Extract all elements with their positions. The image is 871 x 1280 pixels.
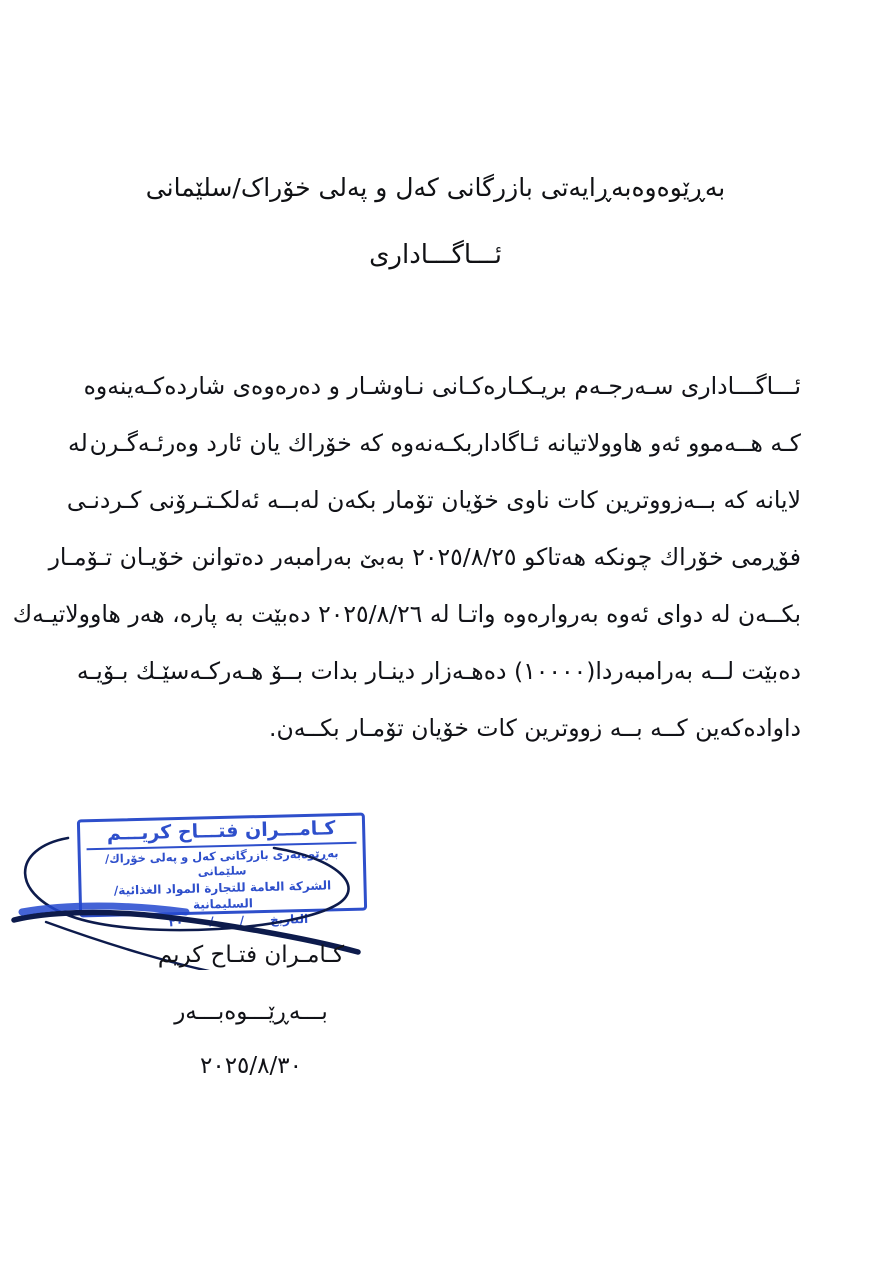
stamp-date-slash-1: / [239,913,245,928]
body-line [68,358,801,415]
stamp-officer-name: كـامـــران فتـــاح كریـــم [106,817,336,845]
signature-block [86,938,416,1084]
body-line-text: كـە هــەموو ئەو هاوولاتیانە ئـاگاداربكـەنەوە كە خۆراك یان ئارد وەرئـەگـرن [89,429,801,457]
page-title: ئـــاگـــاداری [369,240,502,270]
official-stamp [77,812,367,930]
organization-header: بەڕێوەوەبەڕایەتی بازرگانی کەل و پەلی خۆراک/سلێمانی [145,173,726,202]
body-line-tail: لە [68,429,88,457]
body-line-text: دەبێت لــە بەرامبەردا(١٠٠٠٠) دەهـەزار دینـار بدات بــۆ هـەركـەسێـك بـۆیـە [76,657,801,685]
body-line [68,700,801,757]
stamp-date-slash-2: / [209,914,214,929]
signature-date: ٢٠٢٥/٨/٣٠ [200,1053,302,1079]
body-line-text: ئـــاگـــاداری سـەرجـەم بریـكـارەكـانی نـاوشـار و دەرەوەی شاردەكـەینەوە [83,372,801,400]
stamp-date-century: ٢٠ [168,915,184,930]
body-line-text: بكــەن لە دوای ئەوە بەروارەوە واتـا لە ٢٠٢٥/٨/٢٦ دەبێت بە پارە، هەر هاوولاتیـەك [12,600,801,628]
body-line-text: فۆڕمی خۆراك چونكە هەتاكو ٢٠٢٥/٨/٢٥ بەبێ بەرامبەر دەتوانن خۆیـان تـۆمـار [48,543,801,571]
body-text [12,358,801,757]
body-line [48,529,801,586]
signatory-role: بـــەڕێـــوەبـــەر [174,998,328,1025]
body-line [68,643,801,700]
body-line [68,415,801,472]
signatory-name: كـامـران فتـاح كریم [157,942,345,968]
body-line-text: لایانە كە بــەزووترین كات ناوی خۆیان تۆمار بكەن لەبــە ئەلكـتـرۆنی كـردنـی [66,486,801,514]
stamp-subtitle-arabic: الشركة العامة للتجارة المواد الغذائية/السليمانية [113,878,332,912]
stamp-subtitle-kurdish: بەڕێوەبەری بازرگانی كەل و پەلی خۆراك/سلێمانی [104,845,339,879]
body-line [12,586,801,643]
body-line-text: داوادەكەین كــە بــە زووترین كات خۆیان تۆمـار بكــەن. [269,714,801,742]
body-line [68,472,801,529]
stamp-date-label: التاريخ [269,912,309,927]
